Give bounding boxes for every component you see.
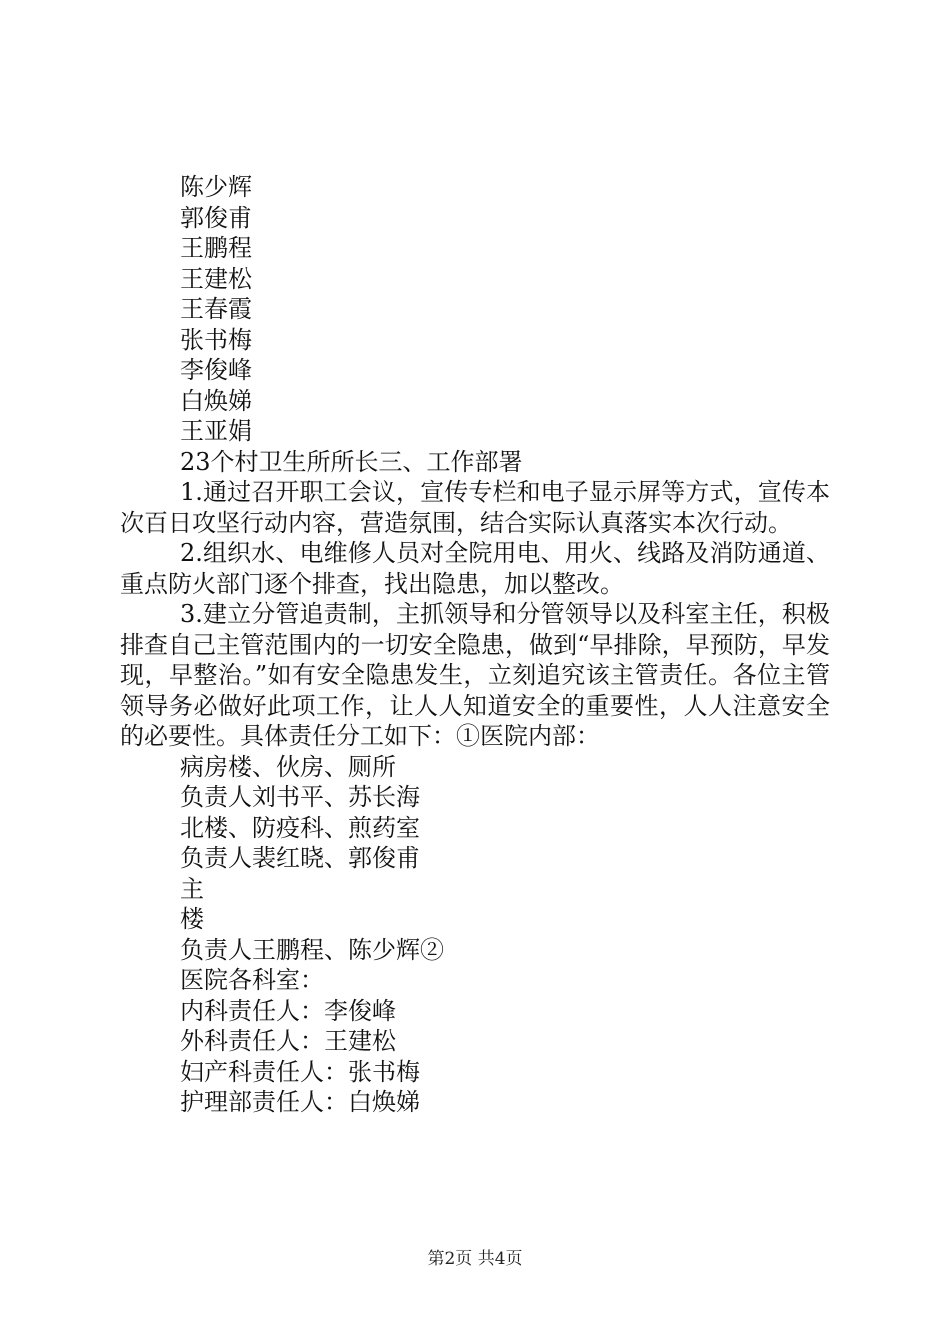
text-line: 内科责任人：李俊峰: [180, 996, 396, 1025]
text-line: 负责人王鹏程、陈少辉②: [180, 935, 444, 964]
text-line: 陈少辉: [180, 173, 252, 201]
text-line: 负责人刘书平、苏长海: [180, 783, 420, 811]
text-line: 外科责任人：王建松: [180, 1027, 396, 1055]
text-line: 李俊峰: [180, 356, 252, 384]
text-line: 妇产科责任人：张书梅: [180, 1057, 420, 1086]
text-line: 王建松: [180, 264, 252, 293]
text-line: 负责人裴红晓、郭俊甫: [180, 844, 420, 872]
text-line: 王亚娟: [180, 417, 252, 445]
paragraph-1: 1.通过召开职工会议，宣传专栏和电子显示屏等方式，宣传本次百日攻坚行动内容，营造氛围，结合实际认真落实本次行动。: [120, 478, 830, 537]
paragraph-2: 2.组织水、电维修人员对全院用电、用火、线路及消防通道、重点防火部门逐个排查，找出隐患，加以整改。: [120, 539, 830, 598]
page-footer: 第2页 共4页: [427, 1249, 523, 1269]
text-line: 郭俊甫: [180, 203, 252, 232]
text-line: 王鹏程: [180, 234, 252, 262]
text-line: 主: [180, 874, 204, 903]
text-line: 张书梅: [180, 325, 252, 354]
document-body: [120, 172, 830, 1118]
text-line: 护理部责任人：白焕娣: [180, 1088, 420, 1116]
text-line: 医院各科室：: [180, 966, 324, 994]
section-heading-line: 23个村卫生所所长三、工作部署: [180, 447, 523, 476]
text-line: 王春霞: [180, 295, 252, 323]
text-line: 北楼、防疫科、煎药室: [180, 813, 420, 842]
text-line: 楼: [180, 905, 204, 933]
text-line: 病房楼、伙房、厕所: [180, 752, 396, 781]
paragraph-3: 3.建立分管追责制，主抓领导和分管领导以及科室主任，积极排查自己主管范围内的一切安全隐患，做到“早排除，早预防，早发现，早整治。”如有安全隐患发生，立刻追究该主管责任。各位主管领导务必做好此项工作，让人人知道安全的重要性，人人注意安全的必要性。具体责任分工如下：①医院内部：: [120, 600, 830, 750]
text-line: 白焕娣: [180, 386, 252, 415]
